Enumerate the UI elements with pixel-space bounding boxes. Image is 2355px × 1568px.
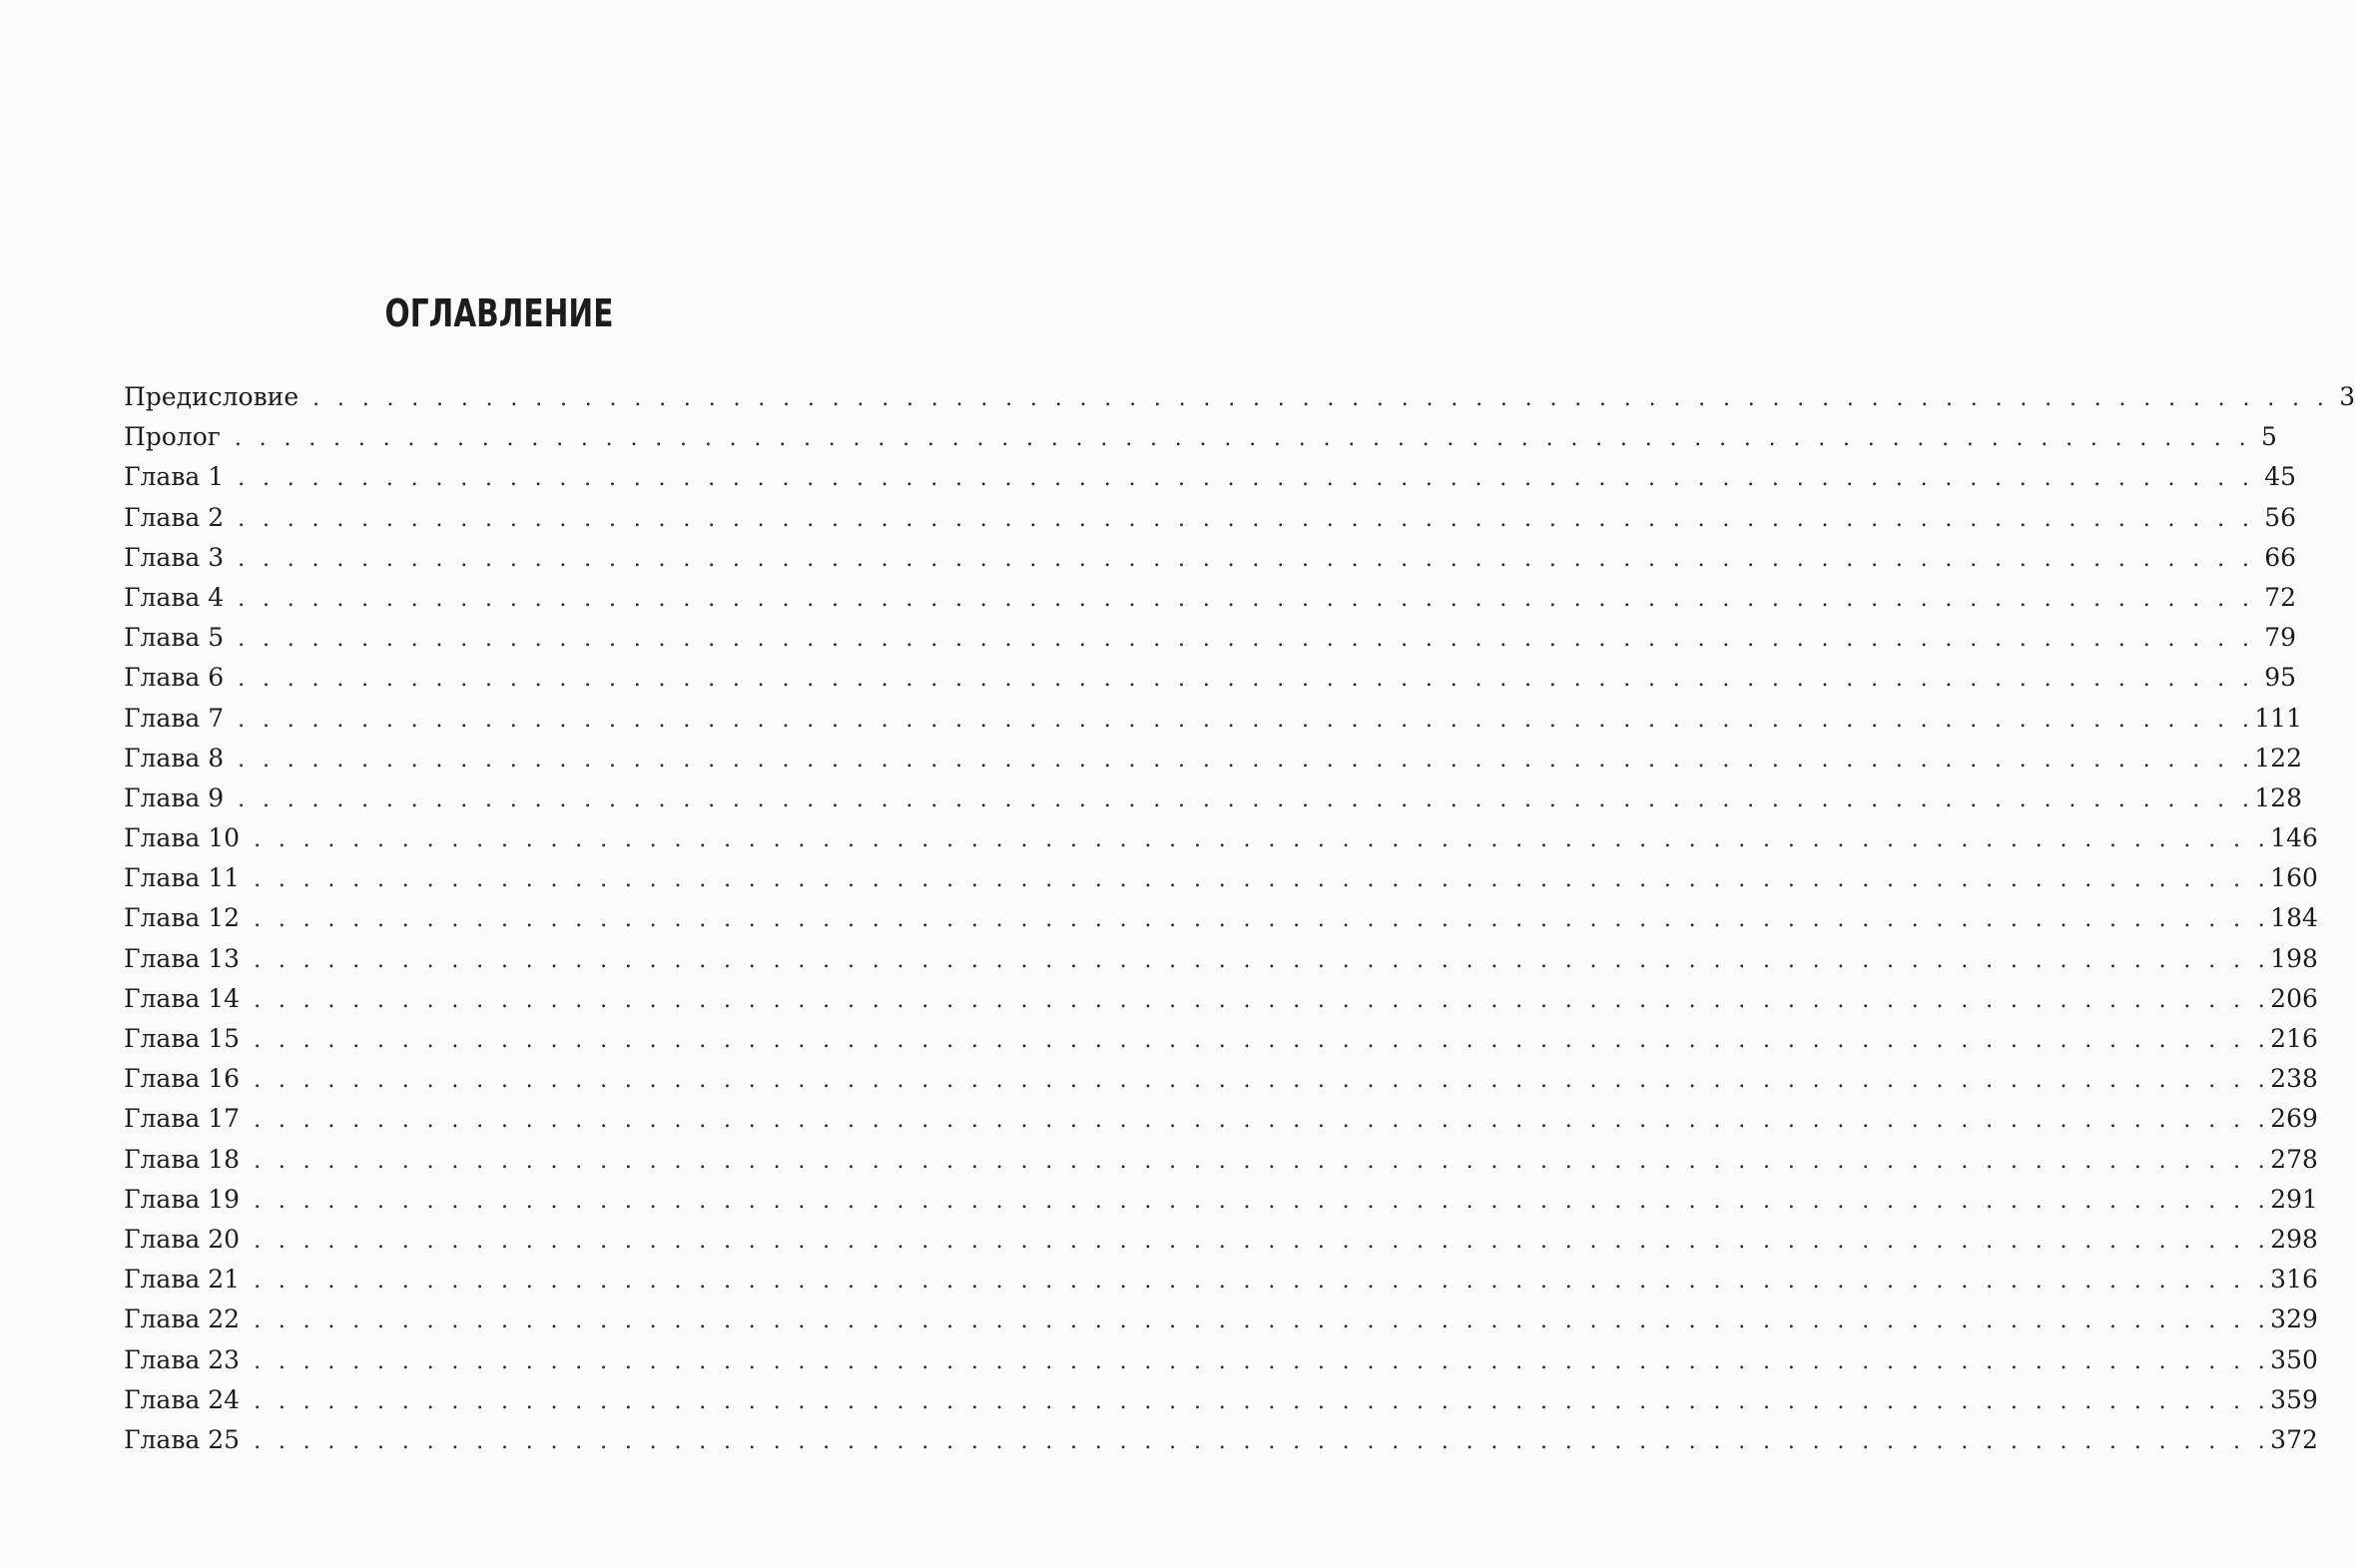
toc-entry[interactable] [124,779,2302,818]
toc-page-number: 66 [2264,542,2297,572]
toc-dot-leader: . . . . . . . . . . . . . . . . . . . . . . . . . . . . . . . . . . . . . . . . . . . . . . . . . . . . . . . . . . . . . . . . . . . . . . . . . . . . . . . . . . [254,1428,2271,1454]
toc-entry-label: Глава 11 [124,863,241,893]
toc-entry[interactable] [124,898,2318,938]
toc-entry-label: Глава 4 [124,582,225,612]
toc-entry[interactable] [124,618,2297,658]
toc-dot-leader: . . . . . . . . . . . . . . . . . . . . . . . . . . . . . . . . . . . . . . . . . . . . . . . . . . . . . . . . . . . . . . . . . . . . . . . . . . . . . . . . . . [254,1388,2271,1414]
toc-entry-label: Глава 15 [124,1024,241,1053]
toc-page-number: 79 [2264,623,2297,653]
toc-page-number: 45 [2264,462,2297,492]
toc-dot-leader: . . . . . . . . . . . . . . . . . . . . . . . . . . . . . . . . . . . . . . . . . . . . . . . . . . . . . . . . . . . . . . . . . . . . . . . . . . . . . . . . . . [254,1188,2271,1214]
toc-page-number: 350 [2270,1344,2318,1374]
toc-dot-leader: . . . . . . . . . . . . . . . . . . . . . . . . . . . . . . . . . . . . . . . . . . . . . . . . . . . . . . . . . . . . . . . . . . . . . . . . . . . . . . . . . . [312,386,2330,411]
toc-dot-leader: . . . . . . . . . . . . . . . . . . . . . . . . . . . . . . . . . . . . . . . . . . . . . . . . . . . . . . . . . . . . . . . . . . . . . . . . . . . . . . . . . . [238,506,2255,532]
toc-page-number: 298 [2270,1224,2318,1254]
toc-entry[interactable] [124,1180,2318,1220]
toc-page-number: 316 [2270,1265,2318,1295]
toc-entry-label: Глава 20 [124,1224,241,1254]
toc-entry-label: Глава 23 [124,1344,241,1374]
toc-entry-label: Глава 22 [124,1305,241,1334]
toc-dot-leader: . . . . . . . . . . . . . . . . . . . . . . . . . . . . . . . . . . . . . . . . . . . . . . . . . . . . . . . . . . . . . . . . . . . . . . . . . . . . . . . . . . [254,1068,2271,1094]
toc-entry-label: Глава 1 [124,462,225,492]
toc-page-number: 3 [2339,382,2355,411]
toc-entry[interactable] [124,377,2355,417]
toc-entry-label: Глава 8 [124,743,225,773]
toc-page-number: 95 [2264,663,2297,693]
toc-entry-label: Глава 12 [124,903,241,933]
toc-page-number: 111 [2254,703,2302,733]
toc-entry-label: Глава 7 [124,703,225,733]
toc-dot-leader: . . . . . . . . . . . . . . . . . . . . . . . . . . . . . . . . . . . . . . . . . . . . . . . . . . . . . . . . . . . . . . . . . . . . . . . . . . . . . . . . . . [238,627,2255,653]
toc-entry-label: Глава 21 [124,1265,241,1295]
toc-entry-label: Глава 13 [124,943,241,973]
toc-entry[interactable] [124,939,2318,979]
toc-entry-label: Пролог [124,422,221,452]
toc-page-number: 206 [2270,983,2318,1013]
toc-entry[interactable] [124,1300,2318,1339]
toc-entry[interactable] [124,979,2318,1019]
toc-entry[interactable] [124,417,2277,457]
toc-page-number: 238 [2270,1064,2318,1094]
toc-dot-leader: . . . . . . . . . . . . . . . . . . . . . . . . . . . . . . . . . . . . . . . . . . . . . . . . . . . . . . . . . . . . . . . . . . . . . . . . . . . . . . . . . . [254,987,2271,1013]
toc-dot-leader: . . . . . . . . . . . . . . . . . . . . . . . . . . . . . . . . . . . . . . . . . . . . . . . . . . . . . . . . . . . . . . . . . . . . . . . . . . . . . . . . . . [254,1108,2271,1134]
toc-dot-leader: . . . . . . . . . . . . . . . . . . . . . . . . . . . . . . . . . . . . . . . . . . . . . . . . . . . . . . . . . . . . . . . . . . . . . . . . . . . . . . . . . . [254,1269,2271,1295]
toc-page-number: 184 [2270,903,2318,933]
toc-page-number: 56 [2264,502,2297,532]
toc-page-number: 5 [2260,422,2277,452]
toc-page-number: 359 [2270,1384,2318,1414]
toc-dot-leader: . . . . . . . . . . . . . . . . . . . . . . . . . . . . . . . . . . . . . . . . . . . . . . . . . . . . . . . . . . . . . . . . . . . . . . . . . . . . . . . . . . [254,947,2271,973]
toc-entry[interactable] [124,457,2297,497]
toc-dot-leader: . . . . . . . . . . . . . . . . . . . . . . . . . . . . . . . . . . . . . . . . . . . . . . . . . . . . . . . . . . . . . . . . . . . . . . . . . . . . . . . . . . [254,1028,2271,1053]
toc-page-number: 269 [2270,1104,2318,1134]
table-of-contents [124,377,2355,1460]
toc-page-number: 122 [2254,743,2302,773]
toc-page-number: 372 [2270,1424,2318,1454]
toc-entry-label: Предисловие [124,382,299,411]
toc-dot-leader: . . . . . . . . . . . . . . . . . . . . . . . . . . . . . . . . . . . . . . . . . . . . . . . . . . . . . . . . . . . . . . . . . . . . . . . . . . . . . . . . . . [254,827,2271,853]
toc-entry[interactable] [124,1260,2318,1300]
toc-entry[interactable] [124,1220,2318,1260]
toc-entry[interactable] [124,578,2297,618]
toc-dot-leader: . . . . . . . . . . . . . . . . . . . . . . . . . . . . . . . . . . . . . . . . . . . . . . . . . . . . . . . . . . . . . . . . . . . . . . . . . . . . . . . . . . [234,426,2251,452]
toc-entry[interactable] [124,739,2302,779]
toc-page-number: 160 [2270,863,2318,893]
toc-entry[interactable] [124,818,2318,858]
toc-entry-label: Глава 9 [124,783,225,812]
toc-dot-leader: . . . . . . . . . . . . . . . . . . . . . . . . . . . . . . . . . . . . . . . . . . . . . . . . . . . . . . . . . . . . . . . . . . . . . . . . . . . . . . . . . . [254,1348,2271,1374]
toc-page-number: 216 [2270,1024,2318,1053]
toc-entry[interactable] [124,1420,2318,1460]
toc-entry-label: Глава 10 [124,823,241,853]
toc-page-number: 146 [2270,823,2318,853]
toc-dot-leader: . . . . . . . . . . . . . . . . . . . . . . . . . . . . . . . . . . . . . . . . . . . . . . . . . . . . . . . . . . . . . . . . . . . . . . . . . . . . . . . . . . [238,667,2255,693]
toc-entry[interactable] [124,498,2297,538]
toc-entry-label: Глава 14 [124,983,241,1013]
toc-entry[interactable] [124,699,2302,739]
toc-entry-label: Глава 19 [124,1184,241,1214]
toc-entry[interactable] [124,1099,2318,1139]
toc-page-number: 329 [2270,1305,2318,1334]
toc-entry-label: Глава 5 [124,623,225,653]
toc-entry[interactable] [124,1340,2318,1380]
toc-dot-leader: . . . . . . . . . . . . . . . . . . . . . . . . . . . . . . . . . . . . . . . . . . . . . . . . . . . . . . . . . . . . . . . . . . . . . . . . . . . . . . . . . . [238,466,2255,492]
toc-page-number: 198 [2270,943,2318,973]
toc-entry[interactable] [124,1059,2318,1099]
toc-dot-leader: . . . . . . . . . . . . . . . . . . . . . . . . . . . . . . . . . . . . . . . . . . . . . . . . . . . . . . . . . . . . . . . . . . . . . . . . . . . . . . . . . . [254,1148,2271,1174]
toc-entry[interactable] [124,1380,2318,1420]
page-title: ОГЛАВЛЕНИЕ [384,291,614,335]
toc-dot-leader: . . . . . . . . . . . . . . . . . . . . . . . . . . . . . . . . . . . . . . . . . . . . . . . . . . . . . . . . . . . . . . . . . . . . . . . . . . . . . . . . . . [238,786,2255,812]
toc-page-number: 291 [2270,1184,2318,1214]
toc-dot-leader: . . . . . . . . . . . . . . . . . . . . . . . . . . . . . . . . . . . . . . . . . . . . . . . . . . . . . . . . . . . . . . . . . . . . . . . . . . . . . . . . . . [238,546,2255,572]
toc-entry-label: Глава 6 [124,663,225,693]
toc-page-number: 128 [2254,783,2302,812]
toc-dot-leader: . . . . . . . . . . . . . . . . . . . . . . . . . . . . . . . . . . . . . . . . . . . . . . . . . . . . . . . . . . . . . . . . . . . . . . . . . . . . . . . . . . [238,707,2255,733]
toc-page-number: 72 [2264,582,2297,612]
toc-entry[interactable] [124,858,2318,898]
toc-entry-label: Глава 2 [124,502,225,532]
toc-page-number: 278 [2270,1144,2318,1174]
toc-dot-leader: . . . . . . . . . . . . . . . . . . . . . . . . . . . . . . . . . . . . . . . . . . . . . . . . . . . . . . . . . . . . . . . . . . . . . . . . . . . . . . . . . . [254,907,2271,933]
toc-entry[interactable] [124,1140,2318,1180]
toc-dot-leader: . . . . . . . . . . . . . . . . . . . . . . . . . . . . . . . . . . . . . . . . . . . . . . . . . . . . . . . . . . . . . . . . . . . . . . . . . . . . . . . . . . [254,1308,2271,1334]
toc-entry-label: Глава 18 [124,1144,241,1174]
toc-entry[interactable] [124,658,2297,698]
toc-dot-leader: . . . . . . . . . . . . . . . . . . . . . . . . . . . . . . . . . . . . . . . . . . . . . . . . . . . . . . . . . . . . . . . . . . . . . . . . . . . . . . . . . . [254,1228,2271,1254]
toc-entry-label: Глава 17 [124,1104,241,1134]
toc-dot-leader: . . . . . . . . . . . . . . . . . . . . . . . . . . . . . . . . . . . . . . . . . . . . . . . . . . . . . . . . . . . . . . . . . . . . . . . . . . . . . . . . . . [238,747,2255,773]
toc-entry-label: Глава 24 [124,1384,241,1414]
toc-entry[interactable] [124,1019,2318,1059]
toc-entry-label: Глава 25 [124,1424,241,1454]
toc-entry-label: Глава 16 [124,1064,241,1094]
toc-dot-leader: . . . . . . . . . . . . . . . . . . . . . . . . . . . . . . . . . . . . . . . . . . . . . . . . . . . . . . . . . . . . . . . . . . . . . . . . . . . . . . . . . . [238,586,2255,612]
toc-entry[interactable] [124,538,2297,578]
toc-dot-leader: . . . . . . . . . . . . . . . . . . . . . . . . . . . . . . . . . . . . . . . . . . . . . . . . . . . . . . . . . . . . . . . . . . . . . . . . . . . . . . . . . . [254,867,2271,893]
toc-entry-label: Глава 3 [124,542,225,572]
